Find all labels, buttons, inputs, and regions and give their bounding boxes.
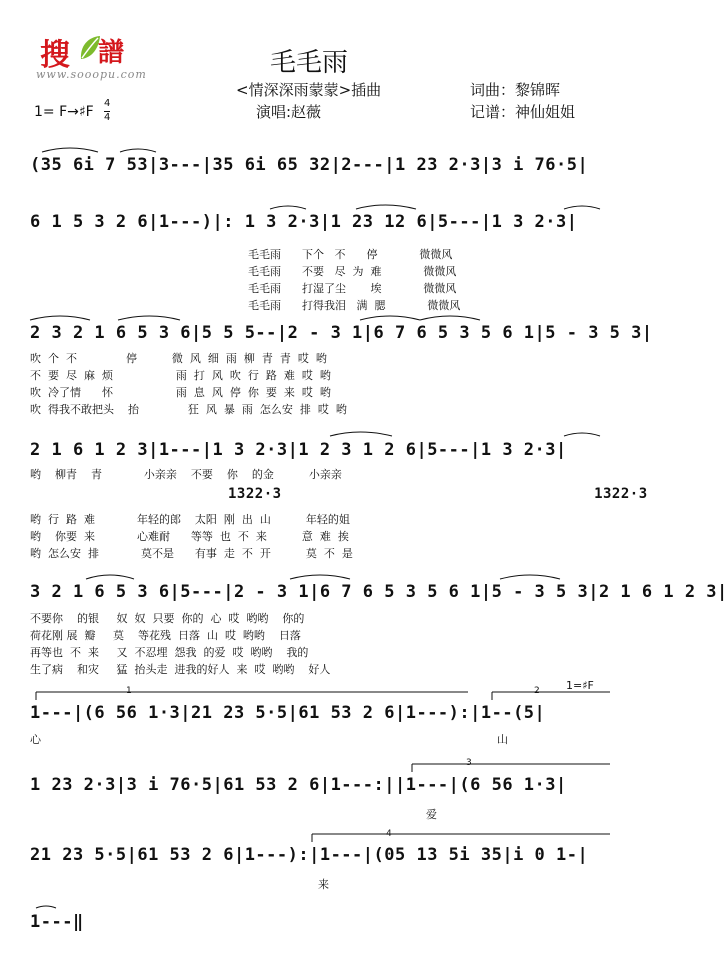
score-line-6: 1---|(6 56 1·3|21 23 5·5|61 53 2 6|1---):|1--(5|: [30, 703, 546, 723]
transcriber-credit: 记谱：神仙姐姐: [470, 103, 576, 121]
score-line-5: 3 2 1 6 5 3 6|5---|2 - 3 1|6 7 6 5 3 5 6 1|5 - 3 5 3|2 1 6 1 2 3|: [30, 582, 728, 602]
lyrics-5-verse-3: 再等也 不 来 又 不忍埋 怨我 的爱 哎 哟哟 我的: [30, 646, 309, 659]
song-subtitle: <情深深雨蒙蒙>插曲: [236, 81, 382, 99]
slur: [564, 206, 600, 209]
score-line-8: 21 23 5·5|61 53 2 6|1---):|1---|(05 13 5i 35|i 0 1-|: [30, 845, 589, 865]
time-signature-top: 4: [104, 98, 111, 109]
lyrics-4-verse-3: 哟 你要 来 心难耐 等等 也 不 来 意 难 挨: [30, 530, 349, 543]
lyrics-5-verse-2: 荷花刚 展 瓣 莫 等花残 日落 山 哎 哟哟 日落: [30, 629, 301, 642]
slur: [270, 206, 306, 209]
score-line-3: 2 3 2 1 6 5 3 6|5 5 5--|2 - 3 1|6 7 6 5 3 5 6 1|5 - 3 5 3|: [30, 323, 653, 343]
key-signature: 1= F→♯F: [34, 104, 94, 120]
lyricist-credit: 词曲：黎锦晖: [470, 81, 561, 99]
lyric-6-shan: 山: [497, 733, 508, 746]
lyric-8-lai: 来: [318, 878, 329, 891]
lyrics-3-verse-3: 吹 冷了情 怀 雨 息 风 停 你 要 来 哎 哟: [30, 386, 331, 399]
slur: [330, 432, 392, 436]
slur: [30, 316, 90, 320]
lyrics-5-verse-4: 生了病 和灾 猛 抬头走 进我的好人 来 哎 哟哟 好人: [30, 663, 331, 676]
slur: [290, 575, 350, 579]
lyrics-4-verse-2: 哟 行 路 难 年轻的郎 太阳 刚 出 山 年轻的姐: [30, 513, 350, 526]
slur: [42, 148, 98, 152]
logo-text-sou: 搜: [40, 38, 69, 73]
volta-4-number: 4: [386, 829, 392, 839]
lyrics-4-verse-4: 哟 怎么安 排 莫不是 有事 走 不 开 莫 不 是: [30, 547, 353, 560]
verse-line-3: 毛毛雨 打湿了尘 埃 微微风: [248, 282, 457, 295]
slur: [360, 316, 420, 320]
verse-line-1: 毛毛雨 下个 不 停 微微风: [248, 248, 453, 261]
lyric-6-xin: 心: [30, 733, 41, 746]
verse-line-2: 毛毛雨 不要 尽 为 难 微微风: [248, 265, 457, 278]
slur: [500, 575, 560, 579]
score-line-2: 6 1 5 3 2 6|1---)|: 1 3 2·3|1 23 12 6|5---|1 3 2·3|: [30, 212, 578, 232]
volta-1-number: 1: [126, 686, 132, 696]
singer-credit: 演唱:赵薇: [256, 103, 322, 121]
slur: [118, 316, 180, 320]
time-signature-bottom: 4: [104, 112, 111, 123]
slur: [420, 316, 480, 320]
slur: [86, 575, 134, 579]
lyrics-4-verse-1: 哟 柳青 青 小亲亲 不要 你 的金 小亲亲: [30, 468, 342, 481]
verse-line-4: 毛毛雨 打得我泪 满 腮 微微风: [248, 299, 461, 312]
score-line-4: 2 1 6 1 2 3|1---|1 3 2·3|1 2 3 1 2 6|5---|1 3 2·3|: [30, 440, 567, 460]
lyrics-5-verse-1: 不要你 的银 奴 奴 只要 你的 心 哎 哟哟 你的: [30, 612, 305, 625]
lyrics-3-verse-2: 不 要 尽 麻 烦 雨 打 风 吹 行 路 难 哎 哟: [30, 369, 331, 382]
logo-url: www.sooopu.com: [36, 68, 147, 81]
logo-text-pu: 譜: [98, 38, 125, 68]
lyrics-3-verse-4: 吹 得我不敢把头 抬 狂 风 暴 雨 怎么安 排 哎 哟: [30, 403, 347, 416]
song-title: 毛毛雨: [270, 48, 349, 78]
volta-3-number: 3: [466, 758, 472, 768]
volta-2-number: 2: [534, 686, 540, 696]
key-change: 1=♯F: [566, 679, 594, 692]
score-line-9: 1---‖: [30, 912, 84, 932]
slur: [356, 205, 416, 209]
score-line-1: (35 6i 7 53|3---|35 6i 65 32|2---|1 23 2·3|3 i 76·5|: [30, 155, 589, 175]
score-line-7: 1 23 2·3|3 i 76·5|61 53 2 6|1---:||1---|(6 56 1·3|: [30, 775, 567, 795]
lyrics-3-verse-1: 吹 个 不 停 微 风 细 雨 柳 青 青 哎 哟: [30, 352, 327, 365]
lyric-7-ai: 爱: [426, 808, 437, 821]
alt-melody-4: 1322·3 1322·3: [228, 486, 648, 502]
slur: [36, 906, 56, 908]
slur: [120, 149, 156, 152]
slur: [564, 433, 600, 436]
